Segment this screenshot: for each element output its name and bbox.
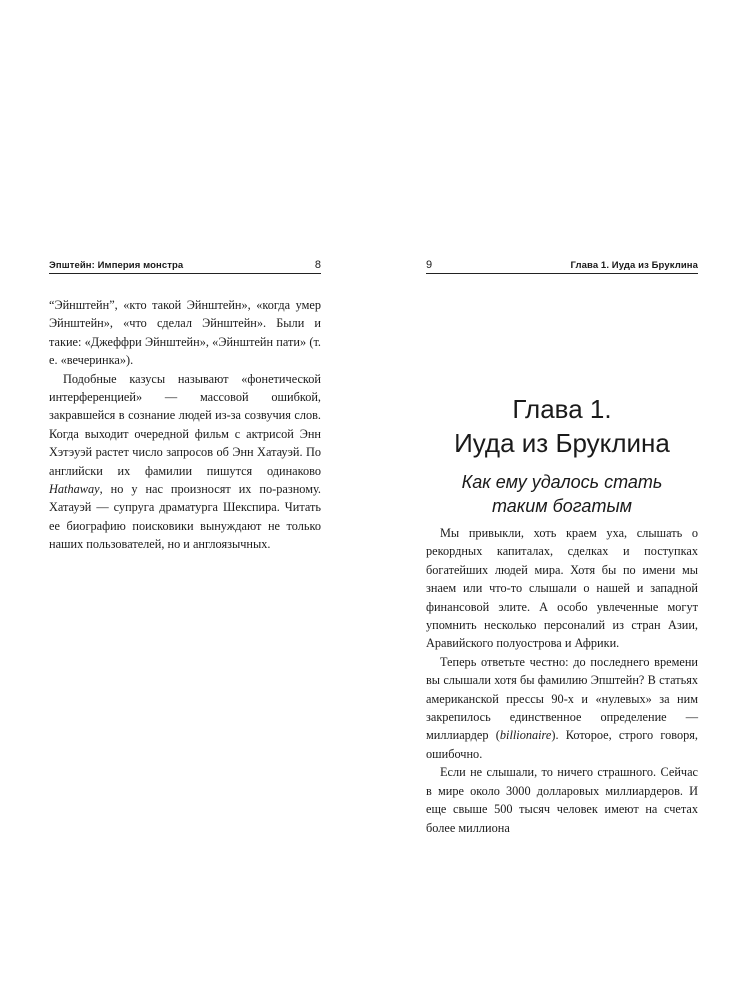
- chapter-subtitle-line: Как ему удалось стать: [461, 472, 663, 492]
- chapter-title: [426, 392, 698, 460]
- chapter-subtitle-line: таким богатым: [491, 496, 633, 516]
- left-page: [49, 253, 321, 554]
- paragraph-text: , но у нас произносят их по-разному. Хатауэй — супруга драматурга Шекспира. Читать ее биографию поисковики вынуждают не только наших пользователей, но и англоязычных.: [49, 482, 321, 552]
- paragraph: Мы привыкли, хоть краем уха, слышать о рекордных капиталах, сделках и поступках богатейших людей мира. Хотя бы по имени мы знаем или что-то слышали о нашей и западной финансовой элите. А особо увлеченные могут упомнить несколько персоналий из стран Азии, Аравийского полуострова и Африки.: [426, 526, 698, 651]
- italic-term: Hathaway: [49, 482, 100, 497]
- chapter-title-line: Глава 1.: [512, 394, 612, 424]
- left-page-number: 8: [314, 259, 321, 271]
- right-running-title: Глава 1. Иуда из Бруклина: [570, 260, 698, 271]
- paragraph: “Эйнштейн”, «кто такой Эйнштейн», «когда умер Эйнштейн», «что сделал Эйнштейн». Были и такие: «Джеффри Эйнштейн», «Эйнштейн пати» (т. е. «вечеринка»).: [49, 298, 321, 368]
- right-running-header: [426, 253, 698, 274]
- left-body-text: [49, 296, 321, 554]
- chapter-subtitle: [426, 470, 698, 518]
- paragraph: [49, 370, 321, 554]
- paragraph: Если не слышали, то ничего страшного. Сейчас в мире около 3000 долларовых миллиардеров. И еще свыше 500 тысяч человек имеют на счетах более миллиона: [426, 765, 698, 835]
- paragraph-text: Теперь ответьте честно: до последнего времени вы слышали хотя бы фамилию Эпштейн? В статьях американской прессы 90-х и «нулевых» за ним закрепилось единственное определение — миллиардер (: [426, 654, 698, 743]
- paragraph: [426, 653, 698, 763]
- right-body-text: [426, 524, 698, 837]
- right-page: [426, 253, 698, 837]
- paragraph-text: Подобные казусы называют «фонетической интерференцией» — массовой ошибкой, закравшейся в сознание людей из-за созвучия слов. Когда выходит очередной фильм с актрисой Энн Хэтэуэй растет число запросов об Энн Хатауэй. По английски их фамилии пишутся одинаково: [49, 371, 321, 478]
- chapter-title-line: Иуда из Бруклина: [454, 428, 670, 458]
- right-page-number: 9: [426, 259, 433, 271]
- paragraph-text: ). Которое, строго говоря, ошибочно.: [426, 728, 698, 761]
- left-running-title: Эпштейн: Империя монстра: [49, 260, 184, 271]
- italic-term: billionaire: [499, 728, 552, 743]
- left-running-header: [49, 253, 321, 274]
